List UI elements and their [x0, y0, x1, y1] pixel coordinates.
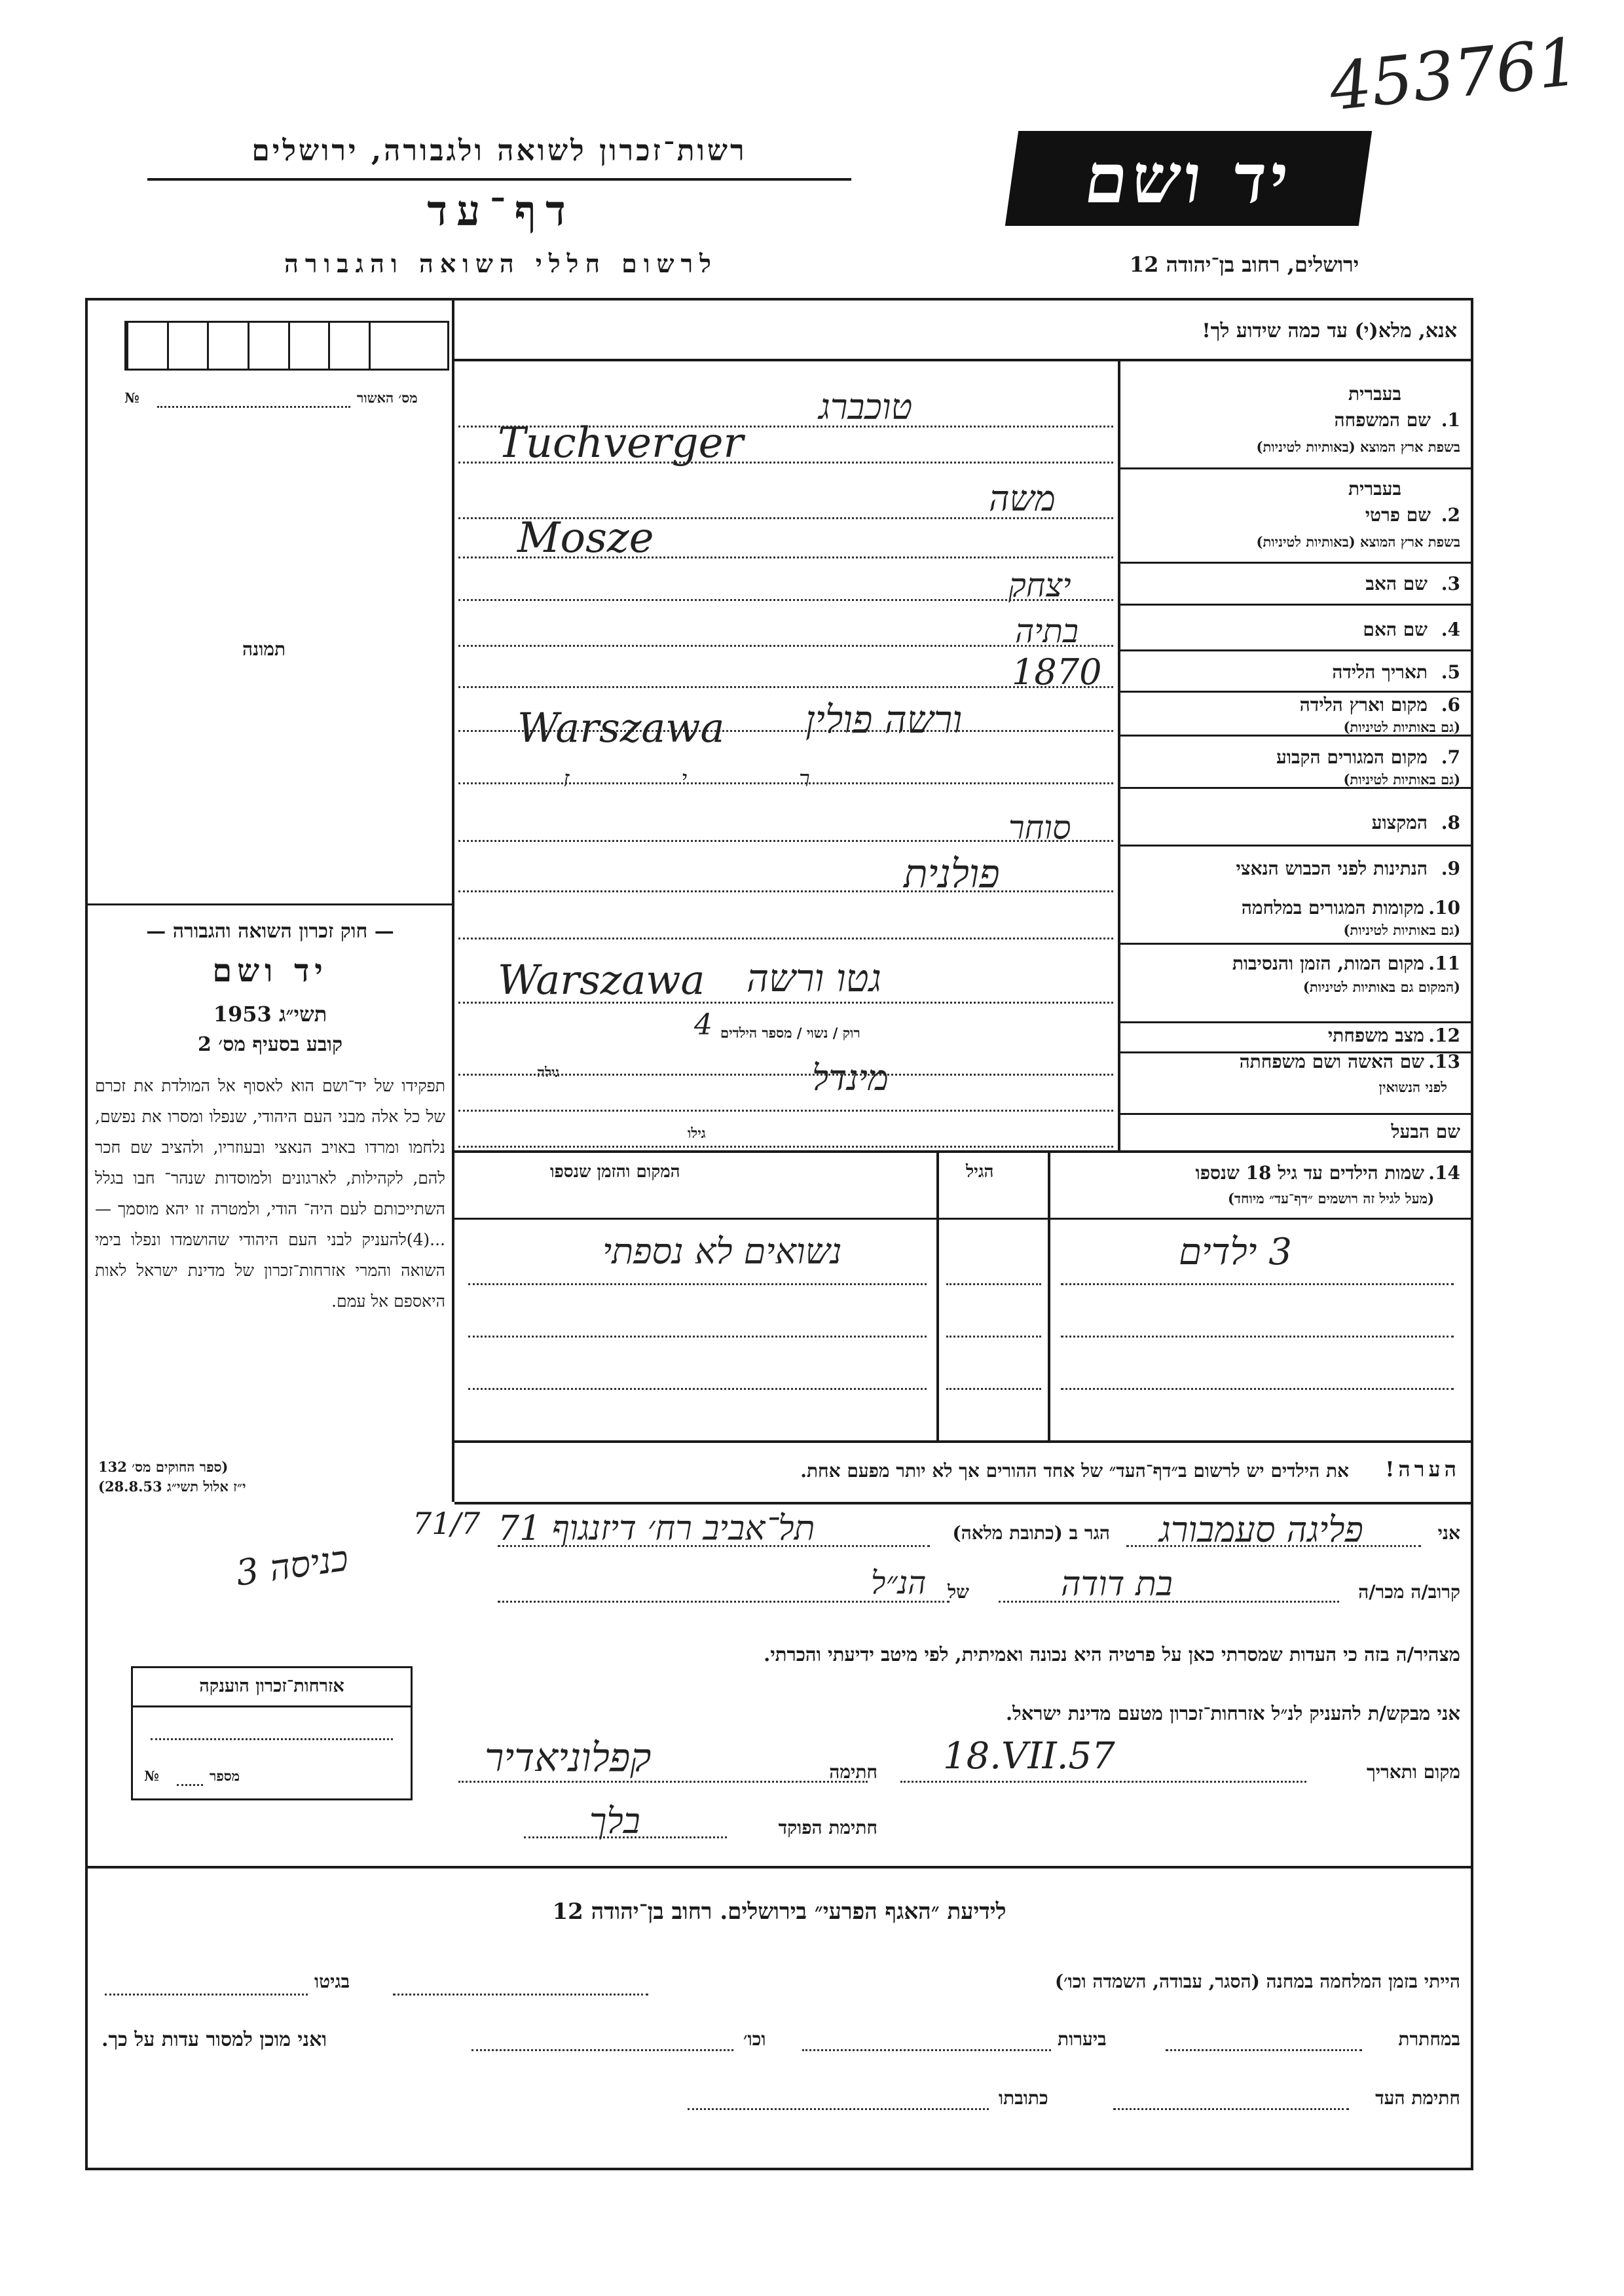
field-8-value: סוחר [1008, 809, 1071, 847]
field-7-value: ר י ז [563, 766, 810, 792]
field-9-value: פולנית [904, 851, 1000, 897]
field-7-number: 7. [1441, 746, 1460, 768]
field-8-number: 8. [1441, 812, 1460, 833]
address: ירושלים, רחוב בן־יהודה 12 [1129, 252, 1359, 277]
footer-forests: ביערות [1058, 2028, 1107, 2050]
field-4-number: 4. [1441, 619, 1460, 640]
footer-underground: במחתרת [1398, 2028, 1460, 2050]
decl-name-value: פליגה סעמבורג [1159, 1509, 1363, 1550]
field-6-value-hebrew: ורשה פולין [805, 697, 963, 742]
photo-label: תמונה [242, 638, 286, 660]
decl-signature-label: חתימה [829, 1761, 877, 1783]
archive-number: 453761 [1325, 23, 1583, 126]
field-11-value-hebrew: גטו ורשה [747, 956, 881, 1000]
decl-officer-label: חתימת הפוקד [778, 1817, 877, 1838]
field-2-number: 2. [1441, 504, 1460, 526]
remark-label: הערה! [1385, 1457, 1460, 1482]
law-body: תפקידו של יד־ושם הוא לאסוף אל המולדת את זכרם של כל אלה מבני העם היהודי, שנפלו ומסרו את נפשם, נלחמו ומרדו באויב הנאצי ובעוזריו, ולהציב שם חכר להם, לקהילות, לארגונים ולמוסדות שנהר־ חבו בגלל השתייכותם לעם היה־ הודי, ולמטרה זו יהא מוסמך — ...(4)להעניק לבני העם היהודי שהושמדו ונפלו בימי השואה והמרי אזרחות־זכרון של מדינת ישראל לאות היאספם אל עמם. [95, 1076, 445, 1311]
husband-label: שם הבעל [1391, 1121, 1460, 1142]
field-6-value-latin: Warszawa [517, 704, 725, 752]
field-4-value: בתיה [1015, 612, 1079, 650]
children-col-age: הגיל [966, 1162, 994, 1182]
footer-line1: הייתי בזמן המלחמה במחנה (הסגר, עבודה, השמדה וכו׳) [1054, 1971, 1460, 1992]
field-13-sub: לפני הנשואין [1378, 1079, 1447, 1095]
registration-suffix: № [124, 390, 139, 406]
law-section: קובע בסעיף מס׳ 2 [197, 1033, 343, 1056]
field-10-label: מקומות המגורים במלחמה [1241, 897, 1424, 919]
field-1-value-hebrew: טוכברג [819, 386, 913, 428]
field-7-sub: (גם באותיות לטיניות) [1343, 771, 1460, 788]
remark-text: את הילדים יש לרשום ב״דף־העד״ של אחד ההורים אך לא יותר מפעם אחת. [800, 1460, 1349, 1482]
form-subtitle: לרשום חללי השואה והגבורה [284, 249, 718, 278]
field-13-label: שם האשה ושם משפחתה [1239, 1051, 1424, 1072]
field-2-value-latin: Mosze [517, 514, 654, 562]
law-footnote-1: (ספר החוקים מס׳ 132 [98, 1459, 229, 1475]
decl-relation-value: בת דודה [1061, 1565, 1173, 1604]
instruction: אנא, מלא(י) עד כמה שידוע לך! [1202, 319, 1457, 342]
decl-of-value: הנ״ל [871, 1565, 927, 1601]
field-1-label: שם המשפחה [1334, 409, 1431, 431]
law-title: — חוק זכרון השואה והגבורה — [146, 920, 394, 943]
field-2-lang1: בעברית [1348, 478, 1401, 500]
field-6-sub: (גם באותיות לטיניות) [1343, 719, 1460, 735]
field-3-label: שם האב [1365, 573, 1428, 594]
footer-etc: וכו׳ [743, 2028, 766, 2050]
footer-witness-signature: חתימת העד [1375, 2087, 1460, 2109]
decl-date-value: 18.VII.57 [943, 1735, 1115, 1777]
field-13-value: מינדל [812, 1057, 889, 1099]
field-11-value-latin: Warszawa [498, 956, 705, 1004]
field-9-label: הנתינות לפני הכבוש הנאצי [1236, 858, 1428, 879]
decl-request: אני מבקש/ת להעניק לנ״ל אזרחות־זכרון מטעם מדינת ישראל. [1006, 1702, 1460, 1724]
footer-title: לידיעת ״האגף הפרעי״ בירושלים. רחוב בן־יהודה 12 [552, 1899, 1006, 1925]
field-12-value: 4 [694, 1008, 712, 1042]
field-1-value-latin: Tuchverger [498, 419, 744, 467]
field-3-number: 3. [1441, 573, 1460, 594]
field-1-lang1: בעברית [1348, 383, 1401, 405]
children-number: 14. [1428, 1162, 1460, 1184]
field-5-number: 5. [1441, 661, 1460, 683]
decl-place-date-label: מקום ותאריך [1366, 1761, 1460, 1783]
field-6-number: 6. [1441, 694, 1460, 716]
decl-of-label: של [948, 1581, 969, 1603]
margin-note: כניסה 3 [233, 1537, 351, 1594]
authority-title: רשות־זכרון לשואה ולגבורה, ירושלים [251, 134, 747, 168]
field-10-sub: (גם באותיות לטיניות) [1343, 922, 1460, 938]
children-col-place: המקום והזמן שנספו [550, 1162, 680, 1182]
field-1-number: 1. [1441, 409, 1460, 431]
law-footnote-2: י״ז אלול תשי״ג 28.8.53) [98, 1478, 246, 1495]
field-12-label: מצב משפחתי [1327, 1025, 1424, 1046]
field-2-label: שם פרטי [1365, 504, 1431, 526]
field-12-number: 12. [1428, 1025, 1460, 1046]
citizenship-suffix: № [144, 1768, 159, 1784]
footer-ready: ואני מוכן למסור עדות על כך. [101, 2028, 327, 2051]
children-note: (מעל לגיל זה רושמים ״דף־עד״ מיוחד) [1227, 1190, 1434, 1207]
footer-address: כתובתו [999, 2087, 1048, 2109]
law-yad-vashem: יד ושם [212, 953, 328, 989]
decl-i: אני [1437, 1522, 1460, 1544]
citizenship-title: אזרחות־זכרון הוענקה [199, 1676, 344, 1696]
field-5-value: 1870 [1012, 651, 1102, 693]
children-label: שמות הילדים עד גיל 18 שנספו [1195, 1162, 1424, 1184]
field-12-status-options: רוק / נשוי / מספר הילדים [720, 1025, 860, 1041]
field-4-label: שם האם [1363, 619, 1428, 640]
decl-officer-value: בלך [589, 1800, 640, 1842]
field-13-age-label: גילה [537, 1064, 560, 1080]
decl-address-value: תל־אביב רח׳ דיזנגוף 71 [498, 1509, 815, 1548]
field-13-number: 13. [1428, 1051, 1460, 1072]
footer-ghetto: בגיטו [314, 1971, 350, 1992]
field-5-label: תאריך הלידה [1332, 661, 1428, 683]
field-11-label: מקום המות, הזמן והנסיבות [1232, 953, 1424, 974]
field-7-label: מקום המגורים הקבוע [1276, 746, 1428, 768]
field-11-sub: (המקום גם באותיות לטיניות) [1302, 979, 1460, 995]
decl-dweller: הגר ב (כתובת מלאה) [952, 1522, 1110, 1544]
yad-vashem-logo: יד ושם [1005, 131, 1372, 226]
form-title: דף־עד [427, 187, 575, 236]
field-3-value: יצחק [1008, 566, 1071, 604]
field-2-value-hebrew: משה [989, 478, 1056, 519]
decl-statement: מצהיר/ה בזה כי העדות שמסרתי כאן על פרטיה היא נכונה ואמיתית, לפי מיטב ידיעתי והכרתי. [764, 1643, 1460, 1666]
children-place-value: נשואים לא נספתי [602, 1231, 842, 1272]
field-1-lang2: בשפת ארץ המוצא (באותיות לטיניות) [1256, 439, 1460, 455]
children-names-value: 3 ילדים [1179, 1231, 1292, 1273]
field-9-number: 9. [1441, 858, 1460, 879]
field-2-lang2: בשפת ארץ המוצא (באותיות לטיניות) [1256, 534, 1460, 550]
citizenship-number-label: מספר [210, 1768, 240, 1784]
registration-label: מס׳ האשור [357, 390, 418, 406]
law-year: תשי״ג 1953 [213, 1002, 327, 1027]
field-6-label: מקום וארץ הלידה [1299, 694, 1428, 716]
decl-signature-value: קפלוניאדיר [485, 1735, 652, 1781]
margin-number: 71/7 [413, 1506, 481, 1541]
husband-age-label: גילו [688, 1125, 706, 1141]
decl-relation-label: קרוב/ה מכר/ה [1358, 1581, 1460, 1603]
field-8-label: המקצוע [1371, 812, 1428, 833]
field-11-number: 11. [1428, 953, 1460, 974]
field-10-number: 10. [1428, 897, 1460, 919]
registration-boxes [124, 321, 449, 371]
